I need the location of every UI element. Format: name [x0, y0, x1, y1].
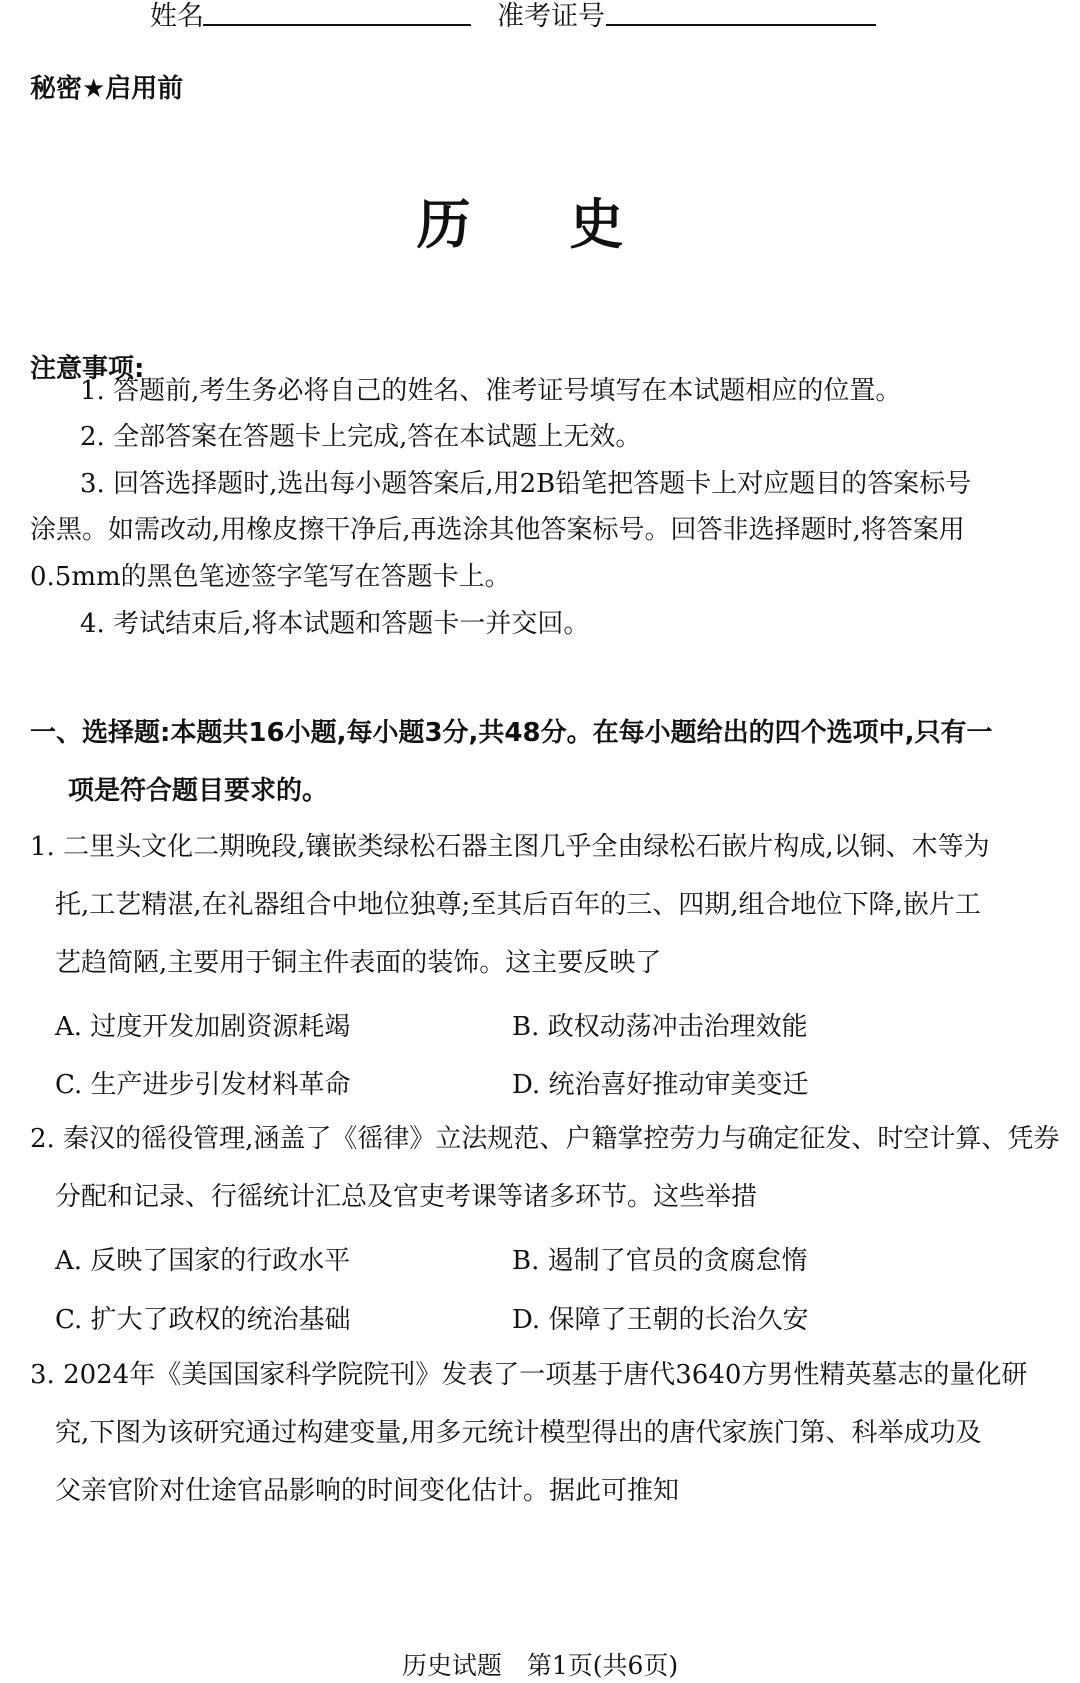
q1-option-d: D. 统治喜好推动审美变迁 [512, 1070, 809, 1100]
notice-item-3-line-2: 涂黑。如需改动,用橡皮擦干净后,再选涂其他答案标号。回答非选择题时,将答案用 [30, 515, 965, 545]
name-blank-line [203, 24, 471, 26]
q2-option-d: D. 保障了王朝的长治久安 [512, 1305, 809, 1335]
q1-stem-line-1: 1. 二里头文化二期晚段,镶嵌类绿松石器主图几乎全由绿松石嵌片构成,以铜、木等为 [30, 832, 990, 862]
q1-stem-line-3: 艺趋简陋,主要用于铜主件表面的装饰。这主要反映了 [55, 948, 662, 978]
q1-stem-line-2: 托,工艺精湛,在礼器组合中地位独尊;至其后百年的三、四期,组合地位下降,嵌片工 [55, 890, 981, 920]
q1-option-a: A. 过度开发加剧资源耗竭 [55, 1012, 351, 1042]
confidential-mark: 秘密★启用前 [30, 74, 184, 104]
q2-stem-line-2: 分配和记录、行徭统计汇总及官吏考课等诸多环节。这些举措 [55, 1182, 758, 1212]
notice-heading: 注意事项: [30, 354, 145, 384]
exam-id-label: 准考证号 [497, 1, 605, 32]
candidate-info-row [0, 0, 1080, 34]
notice-item-3-line-1: 3. 回答选择题时,选出每小题答案后,用2B铅笔把答题卡上对应题目的答案标号 [80, 469, 972, 499]
q3-stem-line-2: 究,下图为该研究通过构建变量,用多元统计模型得出的唐代家族门第、科举成功及 [55, 1418, 982, 1448]
notice-item-4: 4. 考试结束后,将本试题和答题卡一并交回。 [80, 609, 590, 639]
q2-option-c: C. 扩大了政权的统治基础 [55, 1305, 351, 1335]
q3-stem-line-1: 3. 2024年《美国国家科学院院刊》发表了一项基于唐代3640方男性精英墓志的量化研 [30, 1360, 1028, 1390]
q1-option-b: B. 政权动荡冲击治理效能 [512, 1012, 808, 1042]
section-1-heading: 一、选择题:本题共16小题,每小题3分,共48分。在每小题给出的四个选项中,只有一 [30, 718, 993, 748]
q2-option-b: B. 遏制了官员的贪腐怠惰 [512, 1246, 808, 1276]
notice-item-2: 2. 全部答案在答题卡上完成,答在本试题上无效。 [80, 422, 642, 452]
q2-stem-line-1: 2. 秦汉的徭役管理,涵盖了《徭律》立法规范、户籍掌控劳力与确定征发、时空计算、凭券 [30, 1124, 1060, 1154]
exam-id-blank-line [606, 24, 876, 26]
notice-item-3-line-3: 0.5mm的黑色笔迹签字笔写在答题卡上。 [30, 562, 511, 592]
page-title: 历 史 [416, 192, 664, 256]
name-label: 姓名 [150, 1, 204, 32]
q3-stem-line-3: 父亲官阶对仕途官品影响的时间变化估计。据此可推知 [55, 1476, 680, 1506]
q1-option-c: C. 生产进步引发材料革命 [55, 1070, 351, 1100]
section-1-heading-cont: 项是符合题目要求的。 [68, 776, 329, 806]
page-footer: 历史试题 第1页(共6页) [401, 1651, 679, 1680]
notice-item-1: 1. 答题前,考生务必将自己的姓名、准考证号填写在本试题相应的位置。 [80, 376, 902, 406]
q2-option-a: A. 反映了国家的行政水平 [55, 1246, 351, 1276]
